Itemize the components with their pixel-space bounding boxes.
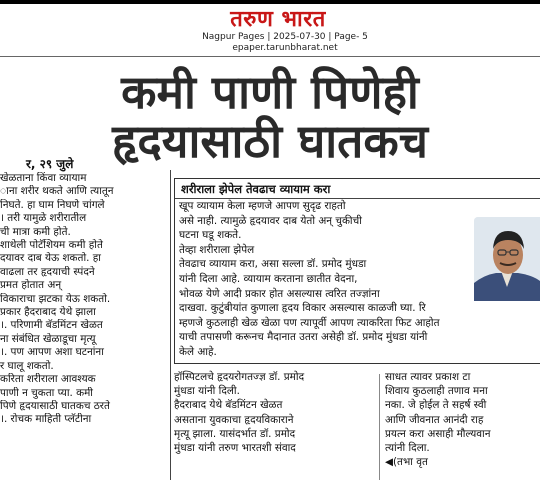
box-text-line: याची तपासणी करूनच मैदानात उतरा असेही डॉ. प्रमोद मुंधडा यांनी: [179, 331, 428, 344]
text-line: प्रकार हैदराबाद येथे झाला: [0, 306, 96, 319]
text-line: पिणे हृदयासाठी घातकच ठरते: [0, 399, 110, 412]
text-line: साधत त्यावर प्रकाश टा: [385, 371, 471, 383]
box-text-line: खूप व्यायाम केला म्हणजे आपण सुदृढ राहतो: [179, 200, 346, 212]
box-text-line: तेवढाच व्यायाम करा, असा सल्ला डॉ. प्रमोद मुंधडा: [179, 258, 367, 271]
text-line: असताना युवकाचा हृदयविकाराने: [174, 413, 294, 426]
text-line: मुंधडा यांनी तरुण भारतशी संवाद: [174, 442, 296, 455]
portrait-image: [474, 217, 540, 301]
text-line: त्यांनी दिला.: [385, 442, 430, 455]
text-line: र घालू शकतो.: [0, 359, 54, 372]
text-line: प्रमत होतात अन्: [0, 279, 62, 292]
epaper-url: epaper.tarunbharat.net: [232, 43, 338, 53]
text-line: वाढला तर हृदयाची स्पंदने: [0, 265, 95, 278]
logo-text: तरुण भारत: [230, 7, 326, 32]
box-text-line: असे नाही. त्यामुळे हृदयावर दाब येतो अन् चुकीची: [179, 214, 362, 227]
text-line: ची मात्रा कमी होते.: [0, 225, 71, 238]
text-line: मृत्यू झाला. यासंदर्भात डॉ. प्रमोद: [174, 427, 296, 440]
text-line: ना संबंधित खेळाडूचा मृत्यू: [0, 332, 96, 345]
text-line: हॉस्पिटलचे हृदयरोगतज्ज्ञ डॉ. प्रमोद: [174, 371, 305, 383]
text-line: शिवाय कुठलाही तणाव मना: [385, 385, 488, 398]
text-line: पाणी न चुकता प्या. कमी: [0, 386, 93, 399]
text-line: ।. रोचक माहिती प्लॅटीना: [0, 413, 92, 426]
text-line: निघते. हा घाम निघणे चांगले: [0, 198, 105, 211]
column-2-text: [174, 370, 370, 455]
text-line: खेळताना किंवा व्यायाम: [0, 172, 87, 184]
text-line: आणि जीवनात आनंदी राह: [385, 413, 484, 426]
box-text-line: भोवळ येणे आदी प्रकार होत असल्यास त्वरित तज्ज्ञांना: [179, 287, 380, 300]
text-line: नका. जे होईल ते सहर्ष स्वी: [385, 399, 487, 412]
text-line: करिता शरीराला आवश्यक: [0, 373, 96, 386]
text-line: हैदराबाद येथे बॅडमिंटन खेळत: [174, 399, 283, 412]
text-line: शाथेली पोटॅशियम कमी होते: [0, 239, 103, 252]
text-line: प्रयत्न करा असाही मौल्यवान: [385, 427, 491, 440]
box-text-line: तेव्हा शरीराला झेपेल: [179, 243, 255, 256]
edition-info: Nagpur Pages | 2025-07-30 | Page- 5: [202, 32, 368, 42]
headline-line-2: हृदयासाठी घातकच: [112, 114, 428, 168]
left-column: [0, 157, 171, 480]
top-bar: [0, 0, 540, 4]
newspaper-logo: [195, 7, 361, 33]
column-divider: [170, 170, 171, 480]
text-line: ◀(तभा वृत: [385, 456, 428, 469]
text-line: ।. पण आपण अशा घटनांना: [0, 346, 104, 359]
text-line: दयावर दाब येऊ शकतो. हा: [0, 252, 101, 265]
box-text-line: घटना घडू शकते.: [179, 229, 242, 242]
text-line: विकाराचा झटका येऊ शकतो.: [0, 292, 111, 305]
box-text-line: यांनी दिला आहे. व्यायाम करताना छातीत वेदना,: [179, 272, 358, 285]
left-column-text: [0, 172, 171, 427]
text-line: ाना शरीर थकते आणि त्यातून: [0, 185, 114, 198]
box-title: शरीराला झेपेल तेवढाच व्यायाम करा: [181, 182, 331, 196]
text-line: । तरी यामुळे शरीरातील: [0, 212, 87, 225]
column-3-text: [385, 370, 540, 469]
box-text-line: दाखवा. कुटुंबीयांत कुणाला हृदय विकार असल्यास काळजी घ्या. रि: [179, 302, 426, 315]
dateline: र, २९ जुले: [26, 157, 74, 171]
box-text-line: केले आहे.: [179, 345, 217, 358]
text-line: ।. परिणामी बॅडमिंटन खेळत: [0, 319, 103, 332]
headline-line-1: कमी पाणी पिणेही: [121, 65, 419, 119]
masthead-divider: [0, 56, 540, 57]
text-line: मुंधडा यांनी दिली.: [174, 385, 240, 398]
column-divider-2: [379, 374, 380, 480]
doctor-photo: [474, 217, 540, 301]
box-text-line: म्हणजे कुठलाही खेळ खेळा पण त्यापूर्वी आपण त्याकरिता फिट आहोत: [179, 316, 440, 329]
